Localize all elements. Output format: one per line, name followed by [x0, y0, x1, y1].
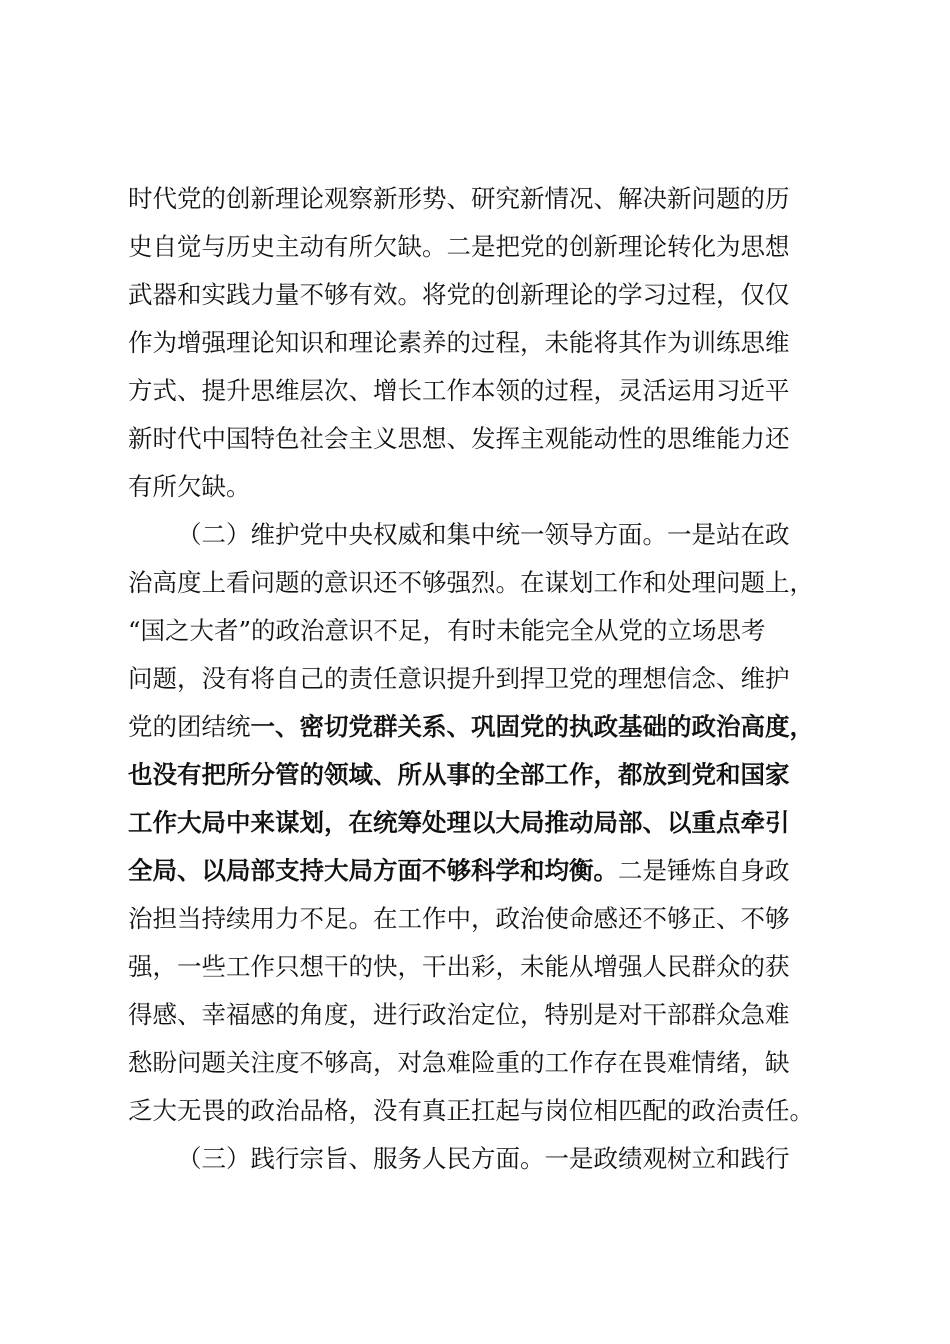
text-line: 愁盼问题关注度不够高，对急难险重的工作存在畏难情绪，缺 [128, 1048, 790, 1077]
text-line: 方式、提升思维层次、增长工作本领的过程，灵活运用习近平 [128, 376, 790, 405]
text-line: 得感、幸福感的角度，进行政治定位，特别是对干部群众急难 [128, 1000, 790, 1029]
section-heading-line: （三）践行宗旨、服务人民方面。一是政绩观树立和践行 [177, 1144, 790, 1173]
mixed-text-line [128, 849, 828, 893]
text-line: 问题，没有将自己的责任意识提升到捍卫党的理想信念、维护 [128, 664, 790, 693]
text-line: 乏大无畏的政治品格，没有真正扛起与岗位相匹配的政治责任。 [128, 1096, 814, 1125]
mixed-text-line [128, 705, 828, 749]
text-line: 作为增强理论知识和理论素养的过程，未能将其作为训练思维 [128, 328, 790, 357]
bold-text-line: 也没有把所分管的领域、所从事的全部工作，都放到党和国家 [128, 760, 790, 789]
normal-text-segment: 二是锤炼自身政 [618, 856, 790, 885]
bold-text-segment: 全局、以局部支持大局方面不够科学和均衡。 [128, 856, 618, 885]
bold-text-segment: 一、密切党群关系、巩固党的执政基础的政治高度， [250, 712, 814, 741]
text-line: 强，一些工作只想干的快，干出彩，未能从增强人民群众的获 [128, 952, 790, 981]
text-line: 史自觉与历史主动有所欠缺。二是把党的创新理论转化为思想 [128, 232, 790, 261]
text-line: 治高度上看问题的意识还不够强烈。在谋划工作和处理问题上， [128, 568, 814, 597]
text-line: 武器和实践力量不够有效。将党的创新理论的学习过程，仅仅 [128, 280, 790, 309]
text-line: 有所欠缺。 [128, 472, 251, 501]
text-line: 新时代中国特色社会主义思想、发挥主观能动性的思维能力还 [128, 424, 790, 453]
section-heading-line: （二）维护党中央权威和集中统一领导方面。一是站在政 [177, 520, 790, 549]
bold-text-line: 工作大局中来谋划，在统筹处理以大局推动局部、以重点牵引 [128, 808, 790, 837]
text-line: “国之大者”的政治意识不足，有时未能完全从党的立场思考 [128, 616, 766, 645]
normal-text-segment: 党的团结统 [128, 712, 251, 741]
text-line: 时代党的创新理论观察新形势、研究新情况、解决新问题的历 [128, 184, 790, 213]
text-line: 治担当持续用力不足。在工作中，政治使命感还不够正、不够 [128, 904, 790, 933]
